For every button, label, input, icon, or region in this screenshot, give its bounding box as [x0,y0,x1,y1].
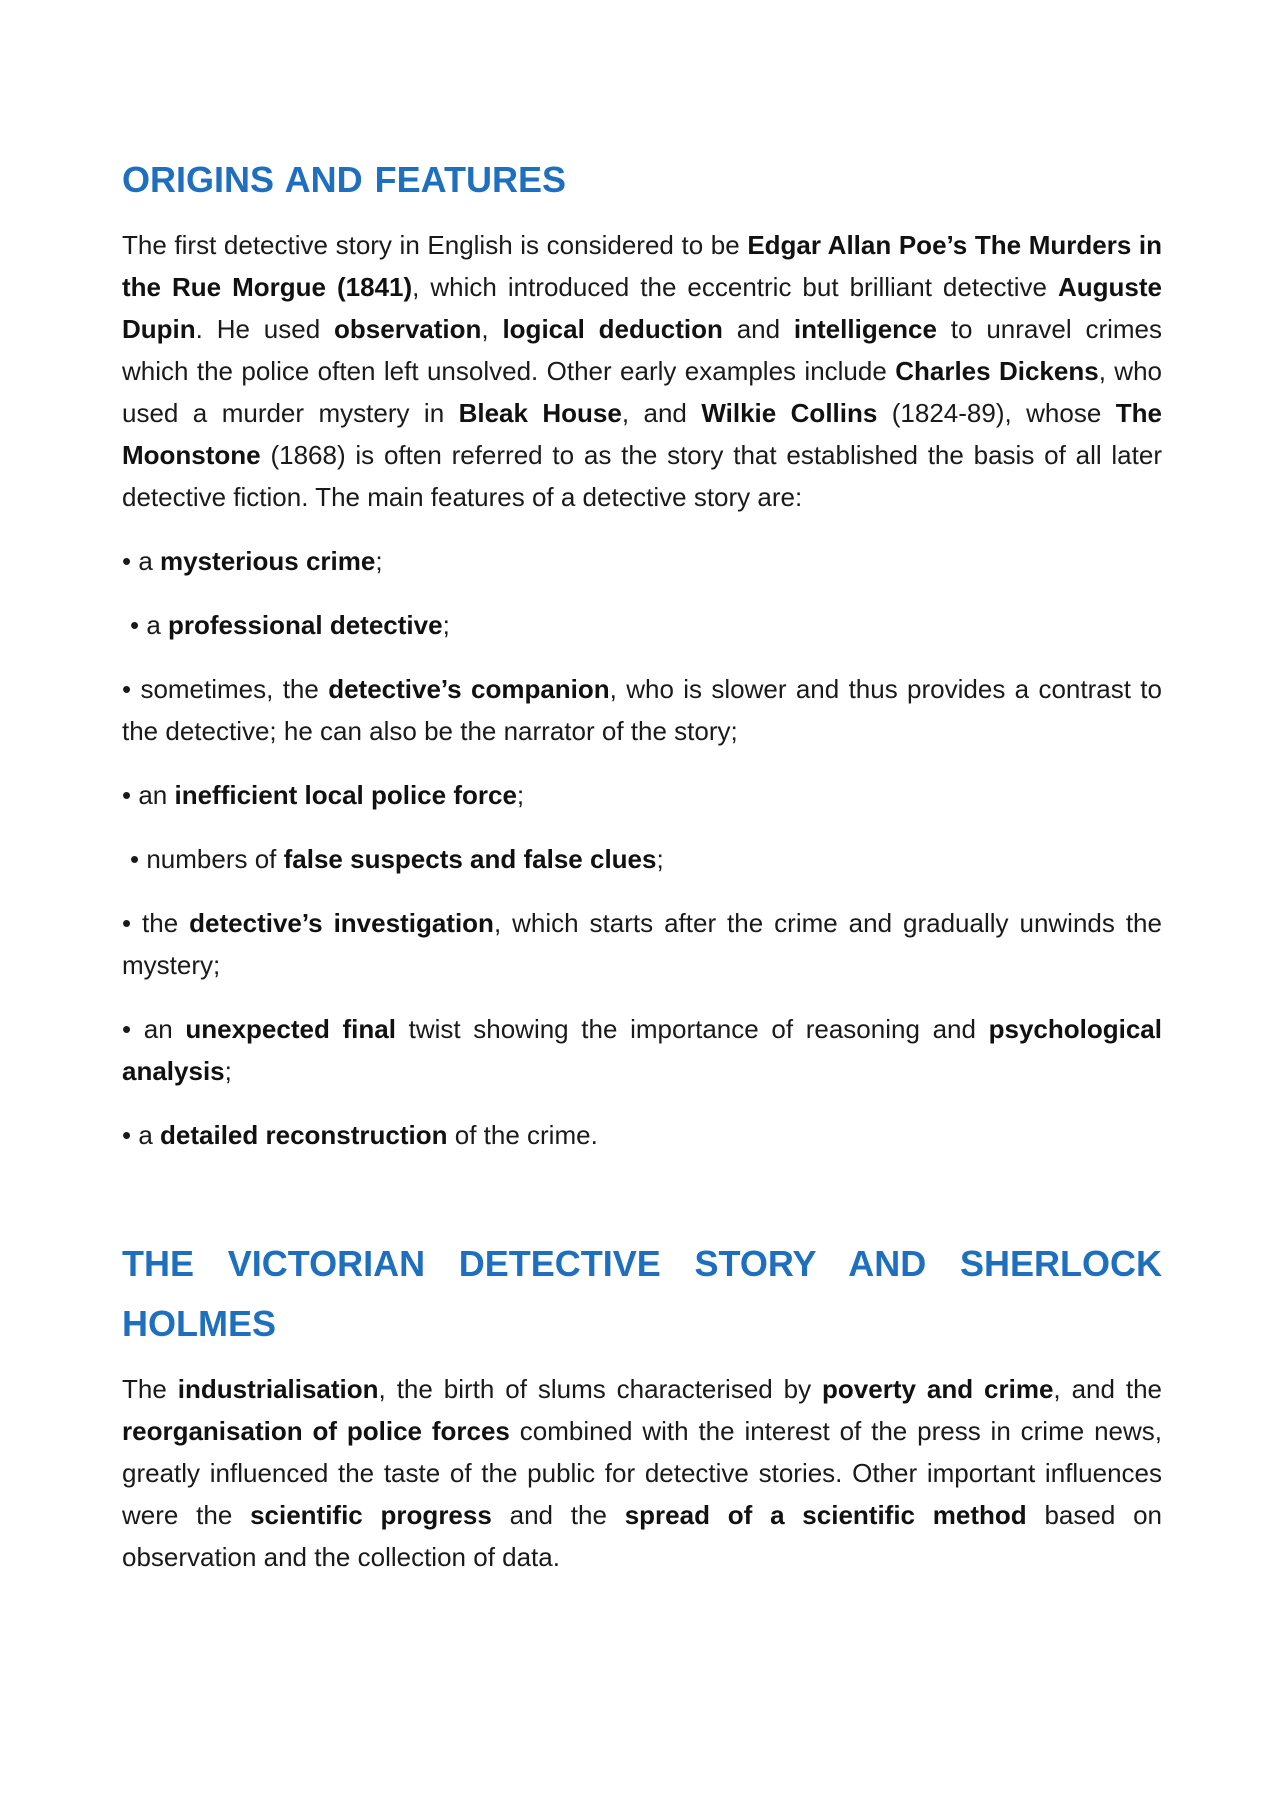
text-run: • an [122,1014,186,1044]
text-run: • a [122,546,161,576]
section-heading-victorian: THE VICTORIAN DETECTIVE STORY AND SHERLOCK HOLMES [122,1243,1162,1344]
bold-text: detective’s investigation [189,908,494,938]
text-run: twist showing the importance of reasoning and [395,1014,989,1044]
text-run: (1824-89), whose [877,398,1116,428]
feature-list [122,540,1162,1156]
bold-text: detailed reconstruction [160,1120,448,1150]
bold-text: detective’s companion [328,674,610,704]
intro-paragraph [122,224,1162,518]
text-run: , which introduced the eccentric but brilliant detective [412,272,1058,302]
text-run: and [722,314,794,344]
text-run: of the crime. [447,1120,598,1150]
text-run: • the [122,908,190,938]
list-item [122,902,1162,986]
bold-text: false suspects and false clues [283,844,657,874]
bold-text: mysterious crime [160,546,376,576]
bold-text: intelligence [793,314,937,344]
text-run: ; [375,546,383,576]
text-run: , who used a murder mystery in [122,356,1162,428]
text-run: , and the [1053,1374,1163,1404]
text-run: The first detective story in English is considered to be [122,230,748,260]
bold-text: Wilkie Collins [701,398,878,428]
text-run: • a [130,610,169,640]
list-item [122,838,1162,880]
text-run: ; [442,610,450,640]
bold-text: poverty and crime [822,1374,1054,1404]
text-run: • numbers of [130,844,284,874]
bold-text: The Moonstone [122,398,1162,470]
text-run: combined with the interest of the press in crime news, greatly influenced the taste of the public for detective stories. Other important influences were the [122,1416,1162,1530]
bold-text: reorganisation of police forces [122,1416,510,1446]
list-item [122,540,1162,582]
bold-text: scientific progress [250,1500,492,1530]
text-run: to unravel crimes which the police often left unsolved. Other early examples include [122,314,1162,386]
section-heading-origins: ORIGINS AND FEATURES [122,159,567,200]
text-run: based on observation and the collection of data. [122,1500,1163,1572]
text-run: • a [122,1120,161,1150]
bold-text: Bleak House [458,398,622,428]
bold-text: observation [334,314,482,344]
bold-text: psychological analysis [122,1014,1162,1086]
text-run: The [122,1374,178,1404]
text-run: ; [224,1056,232,1086]
text-run: and the [491,1500,625,1530]
bold-text: professional detective [168,610,443,640]
bold-text: spread of a scientific method [624,1500,1027,1530]
bold-text: unexpected final [185,1014,396,1044]
text-run: , who is slower and thus provides a contrast to the detective; he can also be the narrator of the story; [122,674,1162,746]
text-run: , [481,314,503,344]
list-item [122,774,1162,816]
text-run: ; [656,844,664,874]
text-run: , the birth of slums characterised by [378,1374,823,1404]
text-run: • sometimes, the [122,674,329,704]
bold-text: Auguste Dupin [122,272,1162,344]
bold-text: Charles Dickens [895,356,1099,386]
text-run: . He used [195,314,335,344]
text-run: ; [516,780,525,810]
list-item [122,668,1162,752]
list-item [122,1008,1162,1092]
text-run: , and [621,398,702,428]
bold-text: Edgar Allan Poe’s The Murders in the Rue Morgue (1841) [122,230,1162,302]
text-run: , which starts after the crime and gradually unwinds the mystery; [122,908,1162,980]
text-run: • an [122,780,175,810]
text-run: (1868) is often referred to as the story that established the basis of all later detective fiction. The main features of a detective story are: [122,440,1162,512]
victorian-paragraph [122,1368,1162,1578]
list-item [122,1114,1162,1156]
bold-text: industrialisation [177,1374,379,1404]
list-item [122,604,1162,646]
bold-text: inefficient local police force [174,780,517,810]
bold-text: logical deduction [502,314,723,344]
